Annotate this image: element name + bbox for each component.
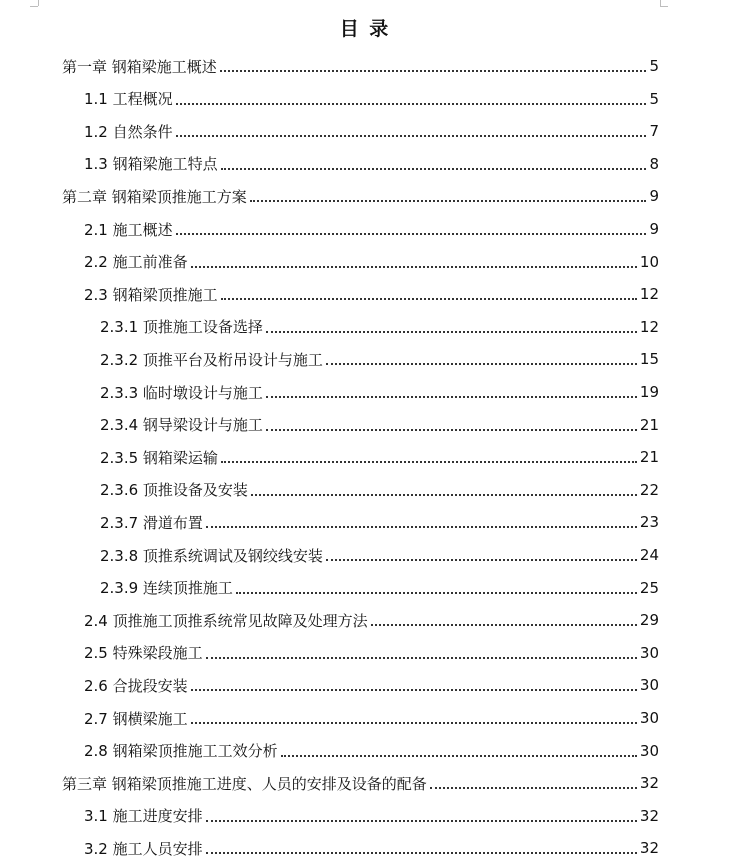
toc-entry-label: 2.2 施工前准备	[84, 253, 188, 272]
toc-entry-label: 2.3.9 连续顶推施工	[100, 579, 233, 598]
toc-leader-dots	[266, 396, 637, 398]
toc-entry[interactable]	[84, 735, 659, 767]
toc-entry[interactable]	[100, 572, 659, 604]
toc-entry[interactable]	[84, 115, 659, 147]
toc-leader-dots	[250, 200, 647, 202]
toc-leader-dots	[191, 689, 637, 691]
toc-entry-label: 2.3.2 顶推平台及桁吊设计与施工	[100, 350, 323, 369]
toc-leader-dots	[206, 657, 637, 659]
toc-entry-label: 1.3 钢箱梁施工特点	[84, 155, 218, 174]
toc-leader-dots	[221, 298, 637, 300]
toc-leader-dots	[176, 233, 647, 235]
toc-leader-dots	[206, 852, 637, 854]
margin-mark-top-right-h	[660, 6, 668, 7]
toc-entry-page: 5	[649, 57, 659, 75]
toc-entry[interactable]	[100, 474, 659, 506]
toc-entry-page: 24	[639, 546, 659, 564]
toc-entry-page: 21	[639, 448, 659, 467]
toc-entry[interactable]	[100, 311, 659, 343]
toc-entry-page: 32	[639, 839, 659, 858]
toc-entry-page: 21	[639, 415, 659, 434]
toc-entry[interactable]	[62, 180, 659, 212]
toc-leader-dots	[221, 168, 647, 170]
toc-entry[interactable]	[84, 669, 659, 701]
toc-entry-label: 第二章 钢箱梁顶推施工方案	[62, 187, 247, 206]
toc-entry-label: 3.1 施工进度安排	[84, 807, 203, 826]
toc-entry-label: 2.7 钢横梁施工	[84, 709, 188, 728]
toc-entry[interactable]	[62, 50, 659, 82]
toc-entry-page: 30	[639, 709, 659, 727]
toc-entry-page: 29	[639, 611, 659, 630]
toc-entry-page: 32	[639, 806, 659, 825]
toc-leader-dots	[176, 103, 647, 105]
toc-leader-dots	[266, 429, 637, 431]
toc-entry-label: 2.3.5 钢箱梁运输	[100, 448, 218, 467]
toc-leader-dots	[326, 559, 637, 561]
toc-leader-dots	[326, 363, 637, 365]
toc-entry[interactable]	[100, 506, 659, 538]
toc-entry-page: 19	[639, 383, 659, 401]
toc-entry-label: 1.2 自然条件	[84, 122, 173, 141]
toc-entry-label: 3.2 施工人员安排	[84, 839, 203, 858]
toc-entry[interactable]	[84, 637, 659, 669]
toc-entry[interactable]	[100, 539, 659, 571]
toc-entry[interactable]	[100, 441, 659, 473]
toc-entry-page: 25	[639, 578, 659, 597]
toc-entry-label: 2.3.7 滑道布置	[100, 513, 203, 532]
toc-entry-page: 5	[649, 89, 659, 108]
toc-entry-label: 2.3.6 顶推设备及安装	[100, 481, 248, 500]
toc-entry-label: 2.3 钢箱梁顶推施工	[84, 285, 218, 304]
toc-entry-label: 2.3.8 顶推系统调试及钢绞线安装	[100, 546, 323, 565]
toc-entry[interactable]	[100, 409, 659, 441]
toc-leader-dots	[266, 331, 637, 333]
toc-entry-page: 30	[639, 643, 659, 662]
toc-entry-page: 9	[649, 187, 659, 206]
toc-entry[interactable]	[84, 83, 659, 115]
toc-entry[interactable]	[62, 767, 659, 799]
toc-entry-label: 2.8 钢箱梁顶推施工工效分析	[84, 742, 278, 761]
toc-leader-dots	[206, 526, 637, 528]
toc-entry-label: 第一章 钢箱梁施工概述	[62, 57, 217, 76]
toc-leader-dots	[191, 722, 637, 724]
toc-entry[interactable]	[84, 246, 659, 278]
toc-entry-page: 23	[639, 513, 659, 532]
toc-entry-label: 2.1 施工概述	[84, 220, 173, 239]
toc-leader-dots	[206, 820, 637, 822]
toc-entry[interactable]	[84, 832, 659, 864]
toc-entry-page: 12	[639, 317, 659, 336]
toc-entry-label: 2.3.1 顶推施工设备选择	[100, 318, 263, 337]
toc-entry[interactable]	[84, 800, 659, 832]
toc-leader-dots	[176, 135, 647, 137]
toc-leader-dots	[281, 755, 637, 757]
toc-entry-page: 32	[639, 774, 659, 793]
toc-entry-label: 2.6 合拢段安装	[84, 676, 188, 695]
toc-entry[interactable]	[84, 148, 659, 180]
toc-entry-label: 2.4 顶推施工顶推系统常见故障及处理方法	[84, 611, 368, 630]
toc-leader-dots	[251, 494, 637, 496]
toc-entry-label: 2.3.3 临时墩设计与施工	[100, 383, 263, 402]
toc-entry-page: 9	[649, 220, 659, 238]
toc-entry[interactable]	[84, 604, 659, 636]
toc-entry[interactable]	[84, 278, 659, 310]
toc-leader-dots	[371, 624, 637, 626]
toc-entry-label: 第三章 钢箱梁顶推施工进度、人员的安排及设备的配备	[62, 774, 427, 793]
toc-title: 目 录	[339, 18, 391, 40]
toc-entry[interactable]	[84, 213, 659, 245]
toc-leader-dots	[221, 461, 637, 463]
toc-leader-dots	[430, 787, 637, 789]
toc-entry-label: 2.5 特殊梁段施工	[84, 644, 203, 663]
margin-mark-top-left-h	[30, 6, 38, 7]
toc-entry[interactable]	[100, 376, 659, 408]
toc-leader-dots	[191, 266, 637, 268]
toc-entry-label: 1.1 工程概况	[84, 90, 173, 109]
toc-entry-page: 7	[649, 122, 659, 141]
toc-entry-page: 30	[639, 741, 659, 760]
toc-entry-page: 30	[639, 676, 659, 695]
toc-entry-page: 8	[649, 154, 659, 173]
toc-entry[interactable]	[84, 702, 659, 734]
toc-entry-page: 10	[639, 252, 659, 271]
toc-entry-page: 22	[639, 480, 659, 499]
toc-leader-dots	[236, 592, 637, 594]
toc-entry-label: 2.3.4 钢导梁设计与施工	[100, 416, 263, 435]
toc-entry-page: 15	[639, 350, 659, 369]
margin-mark-top-left	[38, 0, 39, 6]
toc-entry[interactable]	[100, 343, 659, 375]
toc-leader-dots	[220, 70, 647, 72]
toc-entry-page: 12	[639, 285, 659, 304]
